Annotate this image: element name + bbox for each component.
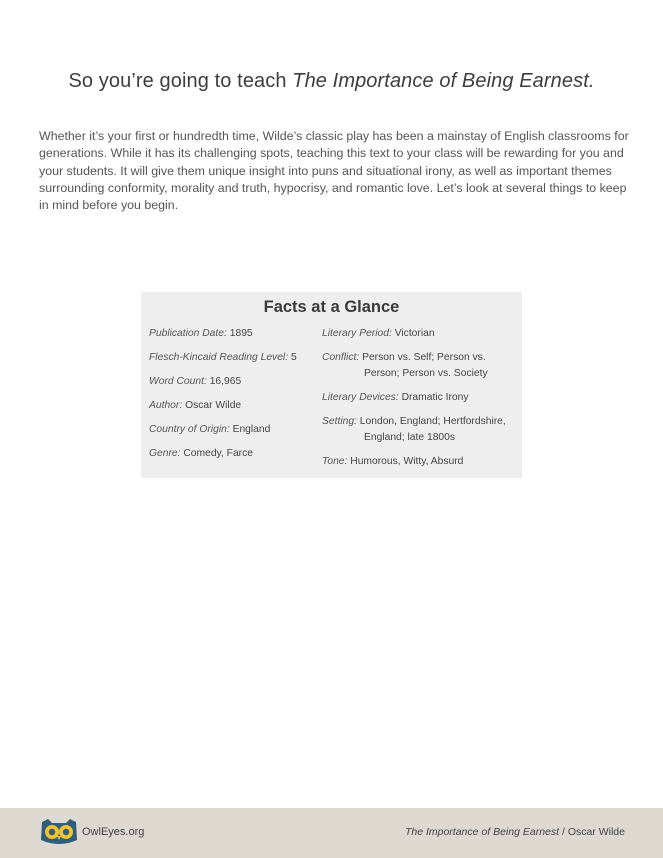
brand-name[interactable]: OwlEyes.org bbox=[82, 826, 145, 838]
page-title-work: The Importance of Being Earnest. bbox=[292, 70, 595, 92]
fact-label: Tone: bbox=[322, 456, 348, 467]
fact-label: Literary Devices: bbox=[322, 392, 399, 403]
facts-right-column bbox=[322, 326, 517, 478]
fact-value: Oscar Wilde bbox=[185, 400, 242, 411]
fact-value: Comedy, Farce bbox=[183, 448, 253, 459]
page-title bbox=[0, 70, 663, 93]
fact-value: Humorous, Witty, Absurd bbox=[350, 456, 464, 467]
facts-left-column bbox=[149, 326, 319, 470]
fact-genre bbox=[149, 446, 319, 462]
fact-label: Publication Date: bbox=[149, 328, 227, 339]
fact-value: 16,965 bbox=[209, 376, 242, 387]
fact-conflict bbox=[322, 350, 517, 382]
fact-value: London, England; Hertfordshire, England; late 1800s bbox=[359, 416, 506, 443]
fact-value: Person vs. Self; Person vs. Person; Person vs. Society bbox=[362, 352, 488, 379]
fact-publication-date bbox=[149, 326, 319, 342]
owl-logo-icon[interactable] bbox=[40, 818, 78, 846]
fact-value: England bbox=[232, 424, 271, 435]
fact-reading-level bbox=[149, 350, 319, 366]
intro-paragraph: Whether it’s your first or hundredth time, Wilde’s classic play has been a mainstay of English classrooms for generations. While it has its challenging spots, teaching this text to your class will be rewarding for you and your students. It will give them unique insight into puns and situational irony, as well as important themes surrounding conformity, morality and truth, hypocrisy, and romantic love. Let’s look at several things to keep in mind before you begin. bbox=[39, 129, 629, 213]
facts-at-a-glance-box bbox=[141, 292, 522, 478]
fact-label: Genre: bbox=[149, 448, 181, 459]
footer-separator: / bbox=[559, 826, 568, 838]
fact-setting bbox=[322, 414, 517, 446]
fact-country-of-origin bbox=[149, 422, 319, 438]
page-footer bbox=[0, 808, 663, 858]
fact-label: Literary Period: bbox=[322, 328, 392, 339]
fact-label: Country of Origin: bbox=[149, 424, 230, 435]
fact-value: Dramatic Irony bbox=[401, 392, 469, 403]
facts-title: Facts at a Glance bbox=[263, 298, 400, 316]
fact-label: Setting: bbox=[322, 416, 357, 427]
footer-work-title: The Importance of Being Earnest bbox=[404, 826, 560, 838]
page-title-prefix: So you’re going to teach bbox=[68, 70, 293, 92]
fact-value: Victorian bbox=[394, 328, 435, 339]
fact-author bbox=[149, 398, 319, 414]
fact-literary-period bbox=[322, 326, 517, 342]
fact-value: 1895 bbox=[229, 328, 253, 339]
footer-author: Oscar Wilde bbox=[567, 826, 625, 838]
fact-value: 5 bbox=[290, 352, 297, 363]
fact-literary-devices bbox=[322, 390, 517, 406]
fact-label: Flesch-Kincaid Reading Level: bbox=[149, 352, 289, 363]
fact-label: Word Count: bbox=[149, 376, 207, 387]
fact-label: Conflict: bbox=[322, 352, 360, 363]
fact-tone bbox=[322, 454, 517, 470]
fact-label: Author: bbox=[149, 400, 183, 411]
footer-citation bbox=[405, 826, 625, 838]
fact-word-count bbox=[149, 374, 319, 390]
